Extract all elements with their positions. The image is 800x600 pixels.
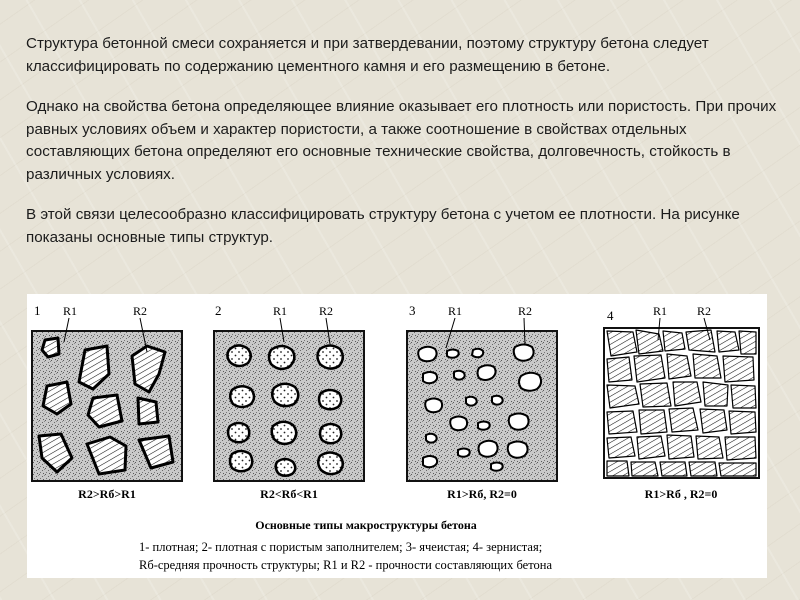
panel-1-relation: R2>Rб>R1 bbox=[78, 487, 136, 501]
paragraph-2: Однако на свойства бетона определяющее влияние оказывает его плотность или пористость. При прочих равных условиях объем и характер пористости, а также соотношение в свойствах отдельных составляющих бетона определяют его основные технические свойства, долговечность, стойкость в различных условиях. bbox=[26, 98, 777, 183]
panel-2-relation: R2<Rб<R1 bbox=[260, 487, 318, 501]
panel-3 bbox=[407, 303, 557, 501]
structure-diagram bbox=[27, 294, 767, 578]
panel-3-label-b: R2 bbox=[518, 304, 533, 318]
panel-4 bbox=[604, 304, 759, 501]
panel-2-label-b: R2 bbox=[319, 304, 334, 318]
panel-2 bbox=[214, 303, 364, 501]
figure-caption-title: Основные типы макроструктуры бетона bbox=[255, 518, 477, 532]
panel-3-relation: R1>Rб, R2=0 bbox=[447, 487, 517, 501]
panel-4-label-b: R2 bbox=[697, 304, 712, 318]
paragraph-1: Структура бетонной смеси сохраняется и при затвердевании, поэтому структуру бетона следует классифицировать по содержанию цементного камня и его размещению в бетоне. bbox=[26, 35, 709, 75]
figure-caption-line-2: Rб-средняя прочность структуры; R1 и R2 - прочности составляющих бетона bbox=[139, 558, 553, 572]
panel-3-number: 3 bbox=[409, 303, 416, 318]
panel-4-label-a: R1 bbox=[653, 304, 668, 318]
slide-text bbox=[26, 33, 786, 267]
panel-1-label-b: R2 bbox=[133, 304, 148, 318]
panel-4-number: 4 bbox=[607, 308, 614, 323]
panel-2-number: 2 bbox=[215, 303, 222, 318]
structure-figure bbox=[27, 294, 767, 578]
figure-caption-line-1: 1- плотная; 2- плотная с пористым заполнителем; 3- ячеистая; 4- зернистая; bbox=[139, 540, 543, 554]
panel-3-label-a: R1 bbox=[448, 304, 463, 318]
panel-4-relation: R1>Rб , R2=0 bbox=[644, 487, 718, 501]
paragraph-3: В этой связи целесообразно классифицировать структуру бетона с учетом ее плотности. На рисунке показаны основные типы структур. bbox=[26, 206, 740, 246]
panel-1-number: 1 bbox=[34, 303, 41, 318]
panel-1-label-a: R1 bbox=[63, 304, 78, 318]
panel-2-label-a: R1 bbox=[273, 304, 288, 318]
panel-1 bbox=[32, 303, 182, 501]
